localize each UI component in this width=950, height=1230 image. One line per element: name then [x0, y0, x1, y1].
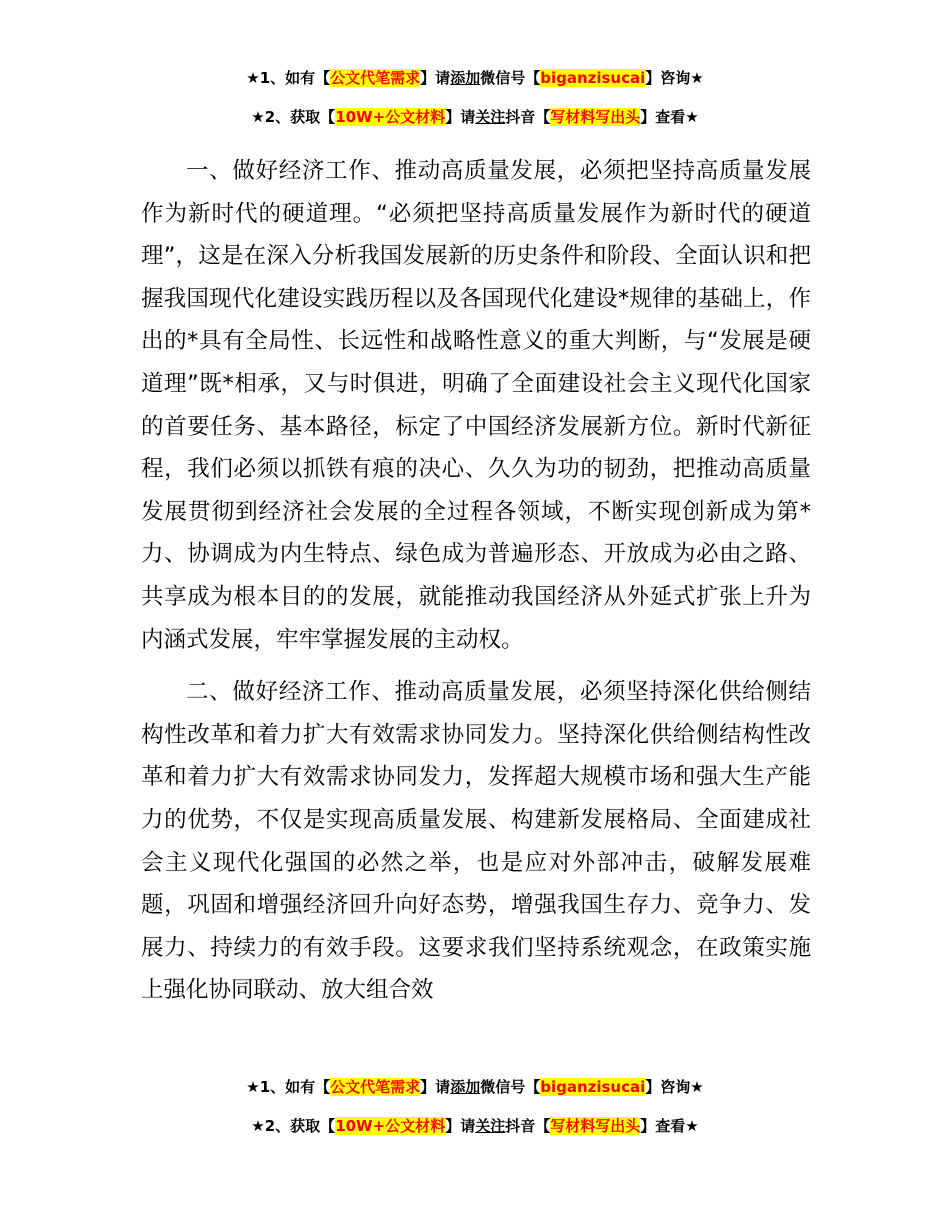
footer-line-1-text-a: 】请	[420, 1078, 451, 1096]
paragraph-1: 一、做好经济工作、推动高质量发展，必须把坚持高质量发展作为新时代的硬道理。“必须把坚持高质量发展作为新时代的硬道理”，这是在深入分析我国发展新的历史条件和阶段、全面认识和把握我国现代化建设实践历程以及各国现代化建设*规律的基础上，作出的*具有全局性、长远性和战略性意义的重大判断，与“发展是硬道理”既*相承，又与时俱进，明确了全面建设社会主义现代化国家的首要任务、基本路径，标定了中国经济发展新方位。新时代新征程，我们必须以抓铁有痕的决心、久久为功的韧劲，把推动高质量发展贯彻到经济社会发展的全过程各领域，不断实现创新成为第*力、协调成为内生特点、绿色成为普遍形态、开放成为必由之路、共享成为根本目的的发展，就能推动我国经济从外延式扩张上升为内涵式发展，牢牢掌握发展的主动权。	[141, 158, 811, 653]
header-line-1-suffix: 】咨询★	[645, 69, 704, 87]
header-highlight-materials: 10W+公文材料	[335, 108, 446, 126]
header-highlight-douyin-account: 写材料写出头	[550, 108, 641, 126]
header-highlight-wechat-id: biganzisucai	[540, 69, 646, 87]
header-underline-follow: 关注	[475, 108, 506, 126]
header-line-2	[0, 107, 950, 127]
footer-highlight-materials: 10W+公文材料	[335, 1117, 446, 1135]
header-line-1	[0, 68, 950, 88]
footer-line-2-text-b: 抖音【	[505, 1117, 551, 1135]
header-line-1-text-a: 】请	[420, 69, 451, 87]
header-underline-add: 添加	[450, 69, 481, 87]
header-line-1-text-b: 微信号【	[480, 69, 541, 87]
footer-highlight-douyin-account: 写材料写出头	[550, 1117, 641, 1135]
header-line-1-prefix: ★1、如有【	[246, 69, 331, 87]
footer-underline-add: 添加	[450, 1078, 481, 1096]
header-line-2-text-a: 】请	[445, 108, 476, 126]
footer-line-1	[0, 1077, 950, 1097]
footer-line-1-prefix: ★1、如有【	[246, 1078, 331, 1096]
header-line-2-prefix: ★2、获取【	[251, 108, 336, 126]
footer-highlight-wechat-id: biganzisucai	[540, 1078, 646, 1096]
header-line-2-text-b: 抖音【	[505, 108, 551, 126]
document-body	[141, 150, 811, 1012]
footer-line-2-text-a: 】请	[445, 1117, 476, 1135]
footer-underline-follow: 关注	[475, 1117, 506, 1135]
footer-line-2	[0, 1116, 950, 1136]
footer-line-2-prefix: ★2、获取【	[251, 1117, 336, 1135]
paragraph-2: 二、做好经济工作、推动高质量发展，必须坚持深化供给侧结构性改革和着力扩大有效需求协同发力。坚持深化供给侧结构性改革和着力扩大有效需求协同发力，发挥超大规模市场和强大生产能力的优势，不仅是实现高质量发展、构建新发展格局、全面建成社会主义现代化强国的必然之举，也是应对外部冲击，破解发展难题，巩固和增强经济回升向好态势，增强我国生存力、竞争力、发展力、持续力的有效手段。这要求我们坚持系统观念，在政策实施上强化协同联动、放大组合效	[141, 679, 811, 1004]
footer-line-2-suffix: 】查看★	[640, 1117, 699, 1135]
header-highlight-service: 公文代笔需求	[330, 69, 421, 87]
footer-line-1-text-b: 微信号【	[480, 1078, 541, 1096]
header-line-2-suffix: 】查看★	[640, 108, 699, 126]
footer-line-1-suffix: 】咨询★	[645, 1078, 704, 1096]
footer-highlight-service: 公文代笔需求	[330, 1078, 421, 1096]
